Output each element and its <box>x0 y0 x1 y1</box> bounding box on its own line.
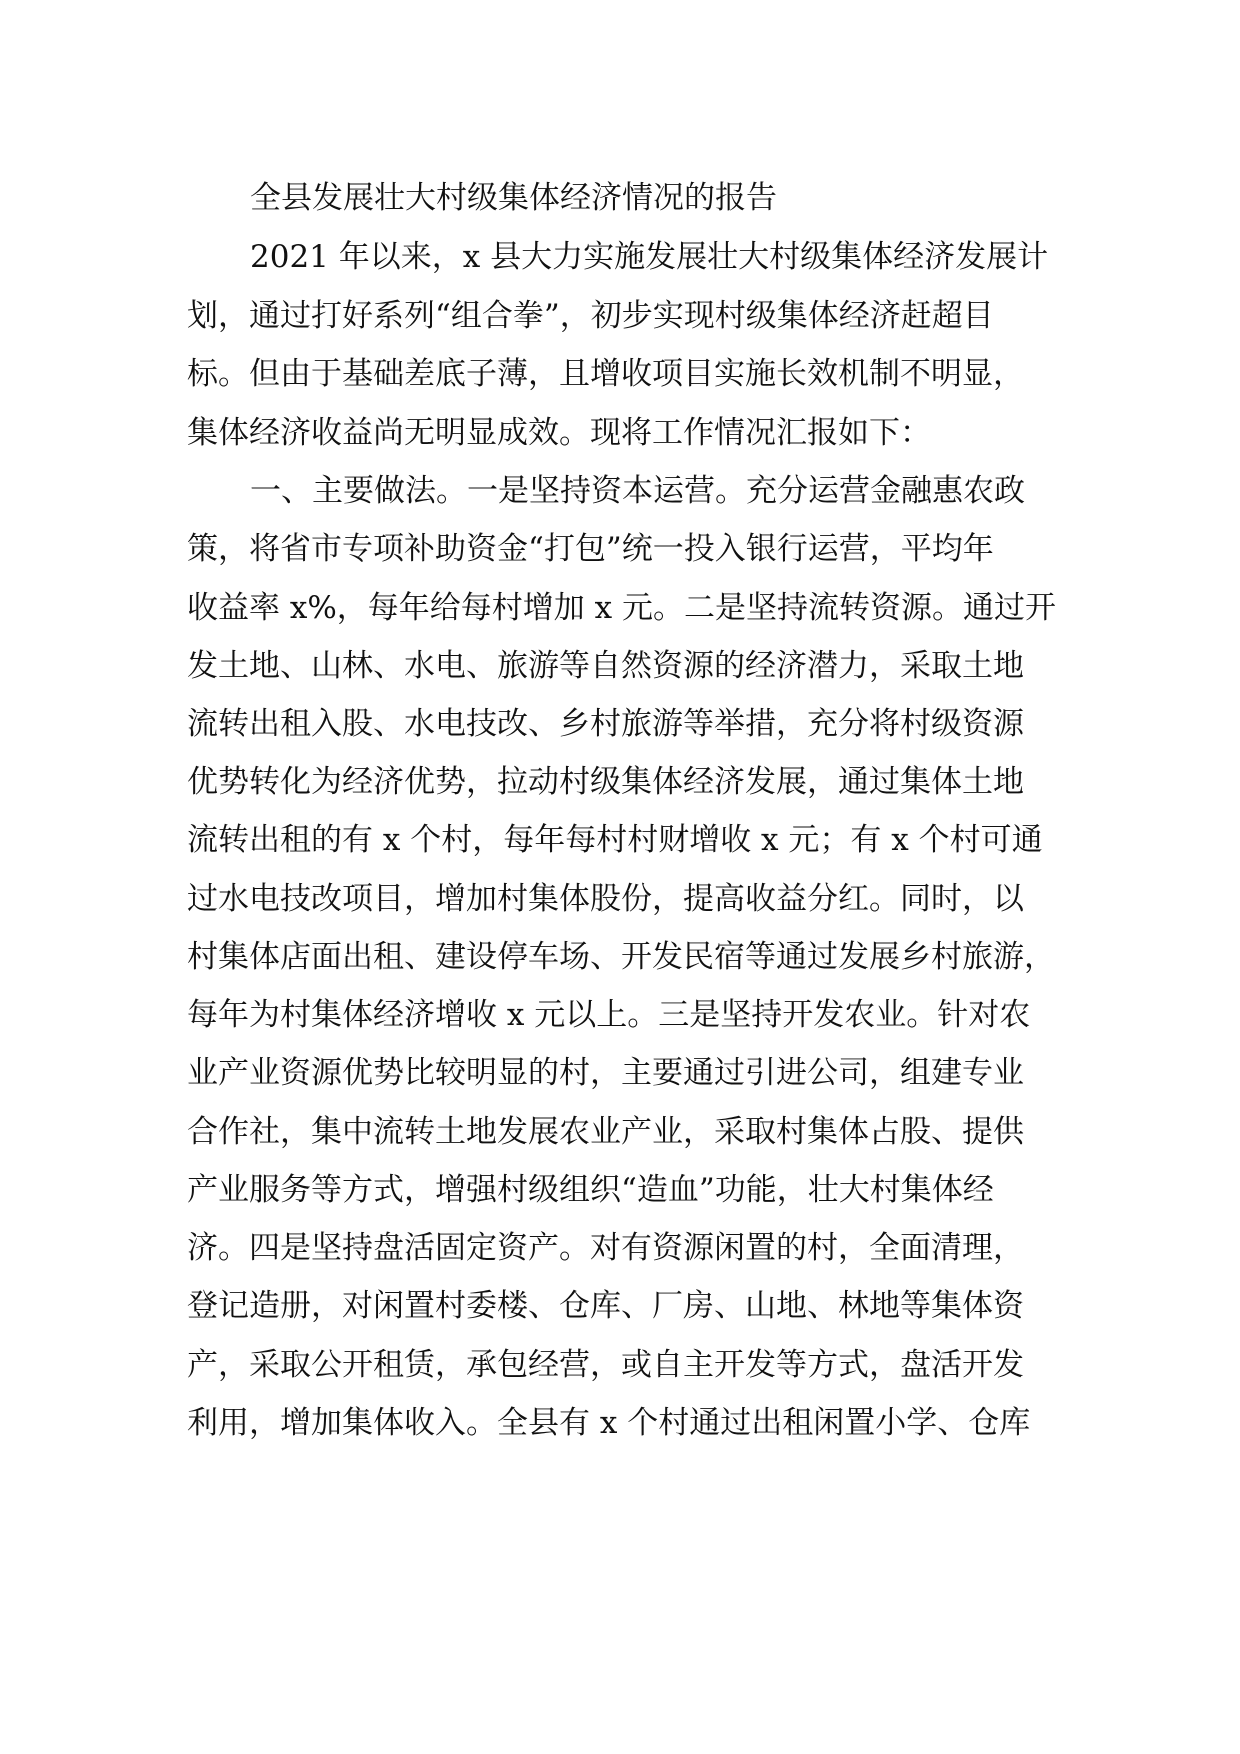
paragraph-line: 每年为村集体经济增收 x 元以上。三是坚持开发农业。针对农 <box>187 997 1031 1033</box>
paragraph-line: 标。但由于基础差底子薄，且增收项目实施长效机制不明显， <box>187 356 1024 392</box>
paragraph-line: 登记造册，对闲置村委楼、仓库、厂房、山地、林地等集体资 <box>187 1288 1024 1324</box>
paragraph-line: 集体经济收益尚无明显成效。现将工作情况汇报如下： <box>187 415 931 451</box>
paragraph-line: 流转出租的有 x 个村，每年每村村财增收 x 元；有 x 个村可通 <box>187 822 1043 858</box>
document-title: 全县发展壮大村级集体经济情况的报告 <box>250 180 777 216</box>
paragraph-line: 合作社，集中流转土地发展农业产业，采取村集体占股、提供 <box>187 1114 1024 1150</box>
paragraph-line: 优势转化为经济优势，拉动村级集体经济发展，通过集体土地 <box>187 764 1024 800</box>
paragraph-line: 收益率 x%，每年给每村增加 x 元。二是坚持流转资源。通过开 <box>187 590 1056 626</box>
paragraph-line: 利用，增加集体收入。全县有 x 个村通过出租闲置小学、仓库 <box>187 1405 1031 1441</box>
paragraph-line: 划，通过打好系列“组合拳”，初步实现村级集体经济赶超目 <box>187 298 994 334</box>
paragraph-line: 产，采取公开租赁，承包经营，或自主开发等方式，盘活开发 <box>187 1347 1024 1383</box>
paragraph-line: 发土地、山林、水电、旅游等自然资源的经济潜力，采取土地 <box>187 648 1024 684</box>
paragraph-line: 产业服务等方式，增强村级组织“造血”功能，壮大村集体经 <box>187 1172 994 1208</box>
paragraph-line: 业产业资源优势比较明显的村，主要通过引进公司，组建专业 <box>187 1055 1024 1091</box>
paragraph-line: 2021 年以来，x 县大力实施发展壮大村级集体经济发展计 <box>250 239 1049 275</box>
paragraph-line: 济。四是坚持盘活固定资产。对有资源闲置的村，全面清理， <box>187 1230 1024 1266</box>
paragraph-line: 一、主要做法。一是坚持资本运营。充分运营金融惠农政 <box>250 473 1025 509</box>
paragraph-line: 过水电技改项目，增加村集体股份，提高收益分红。同时，以 <box>187 881 1024 917</box>
paragraph-line: 村集体店面出租、建设停车场、开发民宿等通过发展乡村旅游， <box>187 939 1055 975</box>
paragraph-line: 策，将省市专项补助资金“打包”统一投入银行运营，平均年 <box>187 531 994 567</box>
paragraph-line: 流转出租入股、水电技改、乡村旅游等举措，充分将村级资源 <box>187 706 1024 742</box>
